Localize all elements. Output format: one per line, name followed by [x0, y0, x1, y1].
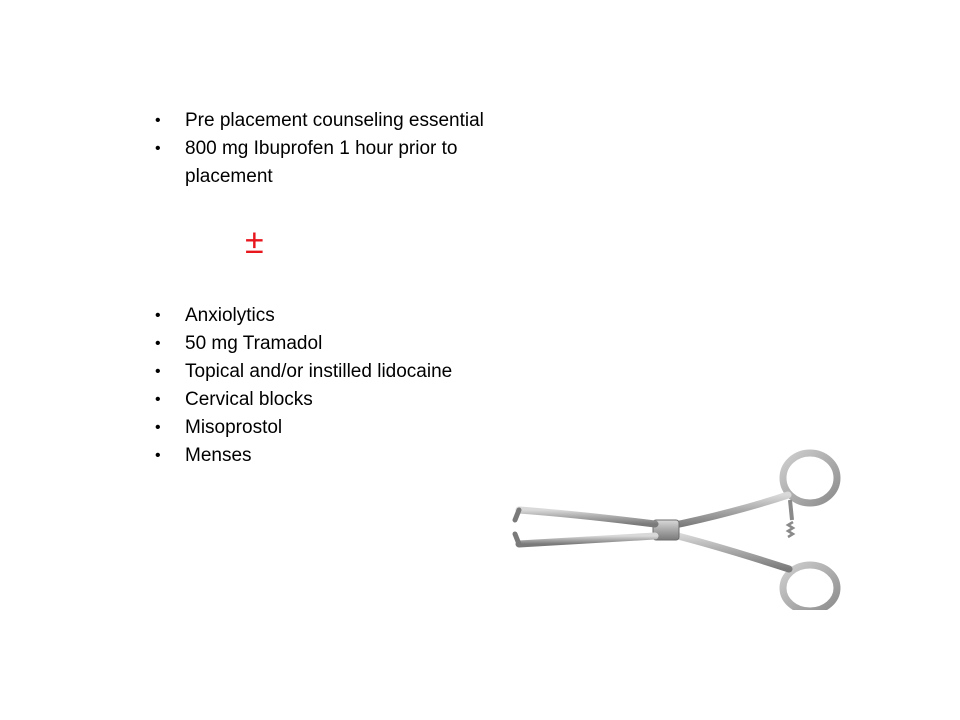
bullet-item: • Pre placement counseling essential — [155, 107, 535, 135]
bullet-item: • Misoprostol — [155, 414, 535, 442]
top-bullet-list — [155, 107, 535, 191]
bullet-item: • Topical and/or instilled lidocaine — [155, 358, 535, 386]
bottom-bullet-list — [155, 302, 535, 470]
bullet-item: • Menses — [155, 442, 535, 470]
bullet-item: • Cervical blocks — [155, 386, 535, 414]
plus-minus-symbol: ± — [245, 223, 264, 261]
bullet-item: • Anxiolytics — [155, 302, 535, 330]
bullet-item: • 50 mg Tramadol — [155, 330, 535, 358]
bullet-item: • 800 mg Ibuprofen 1 hour prior to placement — [155, 135, 515, 191]
tenaculum-forceps-icon — [505, 440, 850, 610]
